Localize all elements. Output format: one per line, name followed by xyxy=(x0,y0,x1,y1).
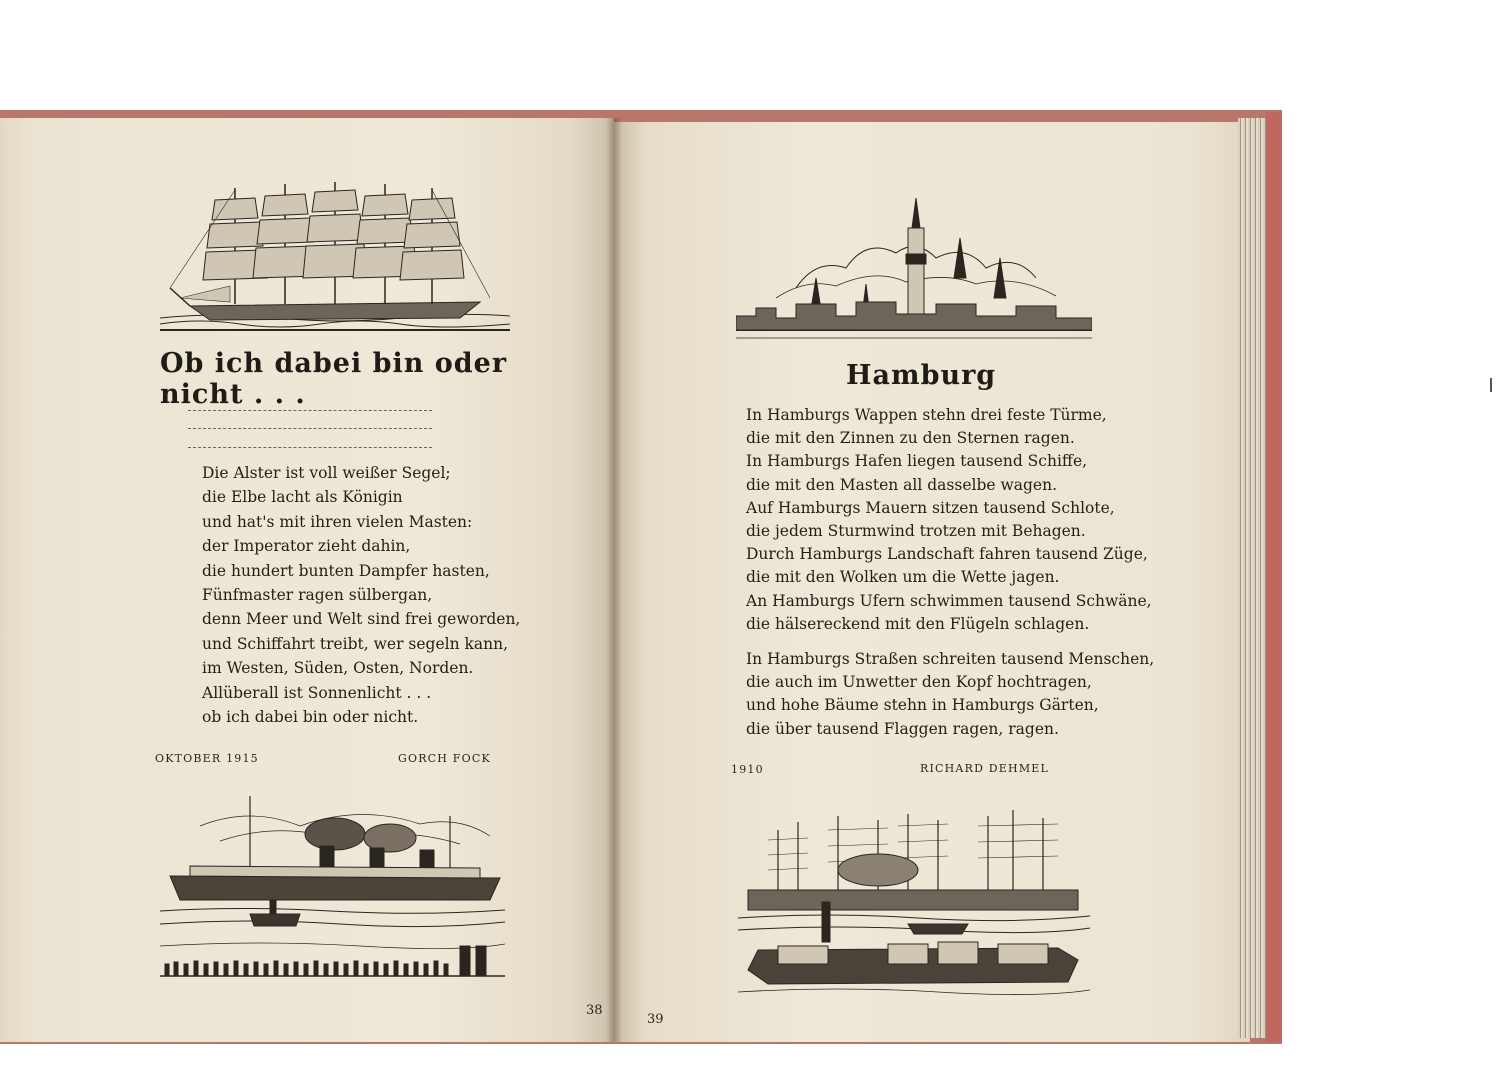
book-gutter xyxy=(606,118,622,1042)
poem-title-left: Ob ich dabei bin oder nicht . . . xyxy=(160,348,508,410)
poem-line: die mit den Masten all dasselbe wagen. xyxy=(746,475,1057,494)
poem-line: Die Alster ist voll weißer Segel; xyxy=(202,464,451,482)
poem-line: der Imperator zieht dahin, xyxy=(202,537,411,556)
poem-date-left: OKTOBER 1915 xyxy=(155,752,259,765)
steamship-illustration xyxy=(160,796,505,996)
poem-line: und hat's mit ihren vielen Masten: xyxy=(202,512,473,531)
poem-line: Auf Hamburgs Mauern sitzen tausend Schlote, xyxy=(746,498,1115,517)
scan-mark xyxy=(1490,378,1492,392)
poem-line: die hundert bunten Dampfer hasten, xyxy=(202,561,490,580)
poem-line: und Schiffahrt treibt, wer segeln kann, xyxy=(202,634,509,653)
poem-line: die über tausend Flaggen ragen, ragen. xyxy=(746,719,1059,738)
poem-right-stanza-1 xyxy=(746,404,1152,636)
hamburg-skyline-illustration xyxy=(736,198,1092,343)
poem-line: Allüberall ist Sonnenlicht . . . xyxy=(202,683,432,702)
page-number-left: 38 xyxy=(586,1003,603,1018)
poem-line: die jedem Sturmwind trotzen mit Behagen. xyxy=(746,521,1086,540)
poem-title-right: Hamburg xyxy=(846,360,997,391)
poem-left xyxy=(202,461,520,729)
poem-line: An Hamburgs Ufern schwimmen tausend Schwäne, xyxy=(746,591,1152,610)
dashed-line xyxy=(188,410,432,411)
poem-line: die mit den Zinnen zu den Sternen ragen. xyxy=(746,429,1075,448)
poem-line: In Hamburgs Wappen stehn drei feste Türme, xyxy=(746,406,1107,424)
sailing-ship-illustration xyxy=(160,178,510,338)
poem-author-right: RICHARD DEHMEL xyxy=(920,762,1050,775)
poem-line: In Hamburgs Straßen schreiten tausend Menschen, xyxy=(746,650,1155,668)
poem-author-left: GORCH FOCK xyxy=(398,752,491,765)
poem-line: denn Meer und Welt sind frei geworden, xyxy=(202,610,521,629)
poem-line: die hälsereckend mit den Flügeln schlagen. xyxy=(746,614,1090,633)
poem-line: die Elbe lacht als Königin xyxy=(202,488,403,507)
poem-line: In Hamburgs Hafen liegen tausend Schiffe, xyxy=(746,452,1088,471)
poem-line: im Westen, Süden, Osten, Norden. xyxy=(202,659,474,678)
poem-line: die mit den Wolken um die Wette jagen. xyxy=(746,568,1060,587)
dashed-line xyxy=(188,428,432,429)
page-number-right: 39 xyxy=(647,1012,664,1027)
poem-line: Fünfmaster ragen sülbergan, xyxy=(202,585,433,604)
poem-right-stanza-2 xyxy=(746,648,1154,741)
harbour-illustration xyxy=(738,810,1090,1002)
page-edges xyxy=(1238,118,1266,1038)
poem-line: ob ich dabei bin oder nicht. xyxy=(202,707,419,726)
poem-line: und hohe Bäume stehn in Hamburgs Gärten, xyxy=(746,696,1099,715)
poem-line: die auch im Unwetter den Kopf hochtragen, xyxy=(746,673,1092,692)
cover-edge xyxy=(1266,112,1282,1042)
poem-date-right: 1910 xyxy=(731,763,764,776)
dashed-line xyxy=(188,447,432,448)
poem-line: Durch Hamburgs Landschaft fahren tausend Züge, xyxy=(746,545,1148,564)
